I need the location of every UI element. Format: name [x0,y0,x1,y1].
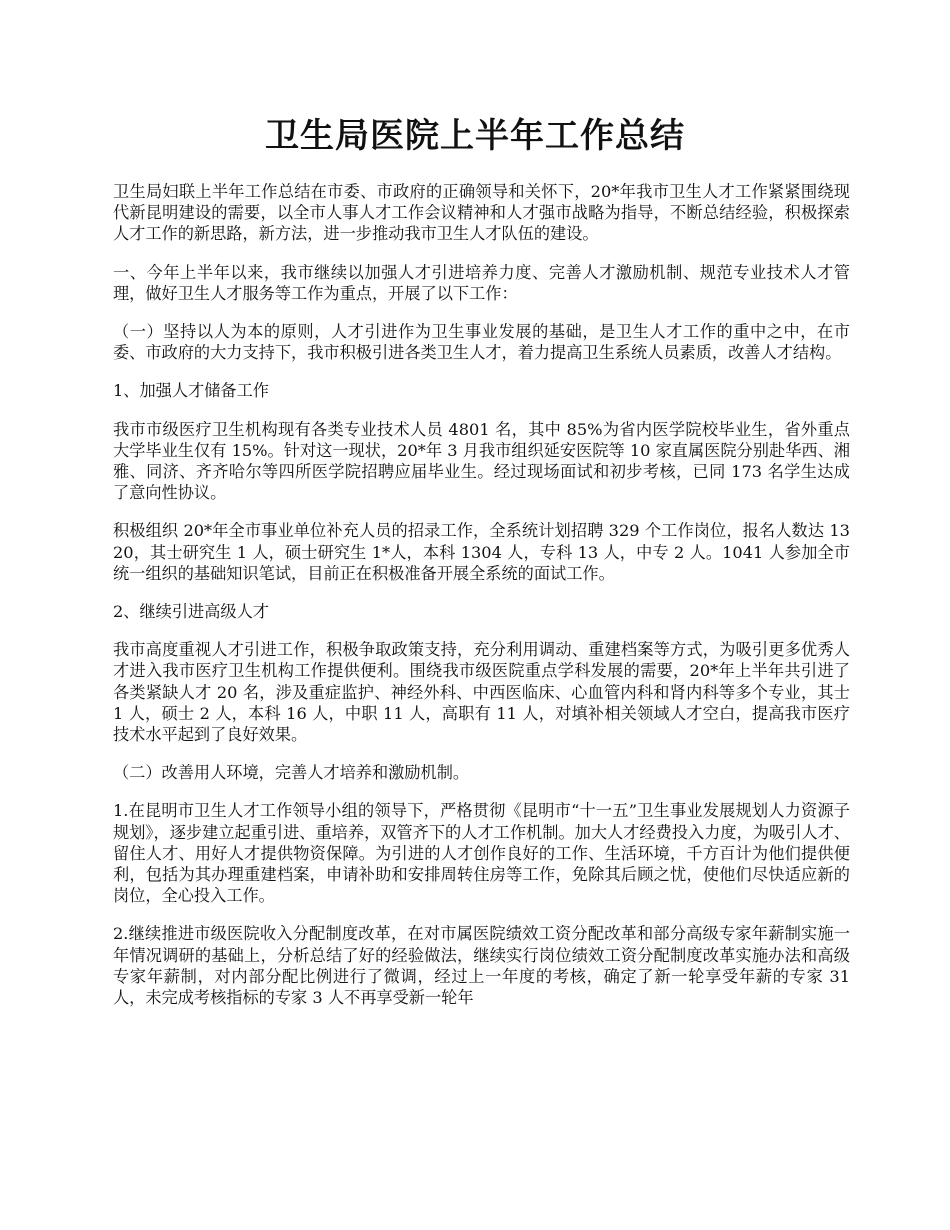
paragraph-subsection-1: （一）坚持以人为本的原则，人才引进作为卫生事业发展的基础，是卫生人才工作的重中之中，在市委、市政府的大力支持下，我市积极引进各类卫生人才，着力提高卫生系统人员素质，改善人才结构。 [113,322,850,363]
paragraph-item-1: 1.在昆明市卫生人才工作领导小组的领导下，严格贯彻《昆明市“十一五”卫生事业发展规划人力资源子规划》，逐步建立起重引进、重培养，双管齐下的人才工作机制。加大人才经费投入力度，为吸引人才、留住人才、用好人才提供物资保障。为引进的人才创作良好的工作、生活环境，千方百计为他们提供便利，包括为其办理重建档案，申请补助和安排周转住房等工作，免除其后顾之忧，使他们尽快适应新的岗位，全心投入工作。 [113,801,850,906]
paragraph-intro: 卫生局妇联上半年工作总结在市委、市政府的正确领导和关怀下，20*年我市卫生人才工作紧紧围绕现代新昆明建设的需要，以全市人事人才工作会议精神和人才强市战略为指导，不断总结经验，积极探索人才工作的新思路，新方法，进一步推动我市卫生人才队伍的建设。 [113,182,850,244]
paragraph-recruitment: 积极组织 20*年全市事业单位补充人员的招录工作，全系统计划招聘 329 个工作岗位，报名人数达 1320，其士研究生 1 人，硕士研究生 1*人，本科 1304 人，专科 13 人，中专 2 人。1041 人参加全市统一组织的基础知识笔试，目前正在积极准备开展全系统的面试工作。 [113,521,850,583]
heading-talent-reserve: 1、加强人才储备工作 [113,381,269,401]
paragraph-talent-introduction: 我市高度重视人才引进工作，积极争取政策支持，充分利用调动、重建档案等方式，为吸引更多优秀人才进入我市医疗卫生机构工作提供便利。围绕我市级医院重点学科发展的需要，20*年上半年共引进了各类紧缺人才 20 名，涉及重症监护、神经外科、中西医临床、心血管内科和肾内科等多个专业，其士 1 人，硕士 2 人，本科 16 人，中职 11 人，高职有 11 人，对填补相关领域人才空白，提高我市医疗技术水平起到了良好效果。 [113,640,850,745]
document-body [113,181,850,1025]
heading-senior-talent: 2、继续引进高级人才 [113,602,269,622]
document-title: 卫生局医院上半年工作总结 [265,116,685,156]
paragraph-item-2: 2.继续推进市级医院收入分配制度改革，在对市属医院绩效工资分配改革和部分高级专家年薪制实施一年情况调研的基础上，分析总结了好的经验做法，继续实行岗位绩效工资分配制度改革实施办法和高级专家年薪制，对内部分配比例进行了微调，经过上一年度的考核，确定了新一轮享受年薪的专家 31 人，未完成考核指标的专家 3 人不再享受新一轮年 [113,924,850,1008]
paragraph-section-1: 一、今年上半年以来，我市继续以加强人才引进培养力度、完善人才激励机制、规范专业技术人才管理，做好卫生人才服务等工作为重点，开展了以下工作： [113,262,850,303]
paragraph-staff-stats: 我市市级医疗卫生机构现有各类专业技术人员 4801 名，其中 85%为省内医学院校毕业生，省外重点大学毕业生仅有 15%。针对这一现状，20*年 3 月我市组织延安医院等 10 家直属医院分别赴华西、湘雅、同济、齐齐哈尔等四所医学院招聘应届毕业生。经过现场面试和初步考核，已同 173 名学生达成了意向性协议。 [113,419,850,503]
paragraph-subsection-2: （二）改善用人环境，完善人才培养和激励机制。 [113,763,470,783]
